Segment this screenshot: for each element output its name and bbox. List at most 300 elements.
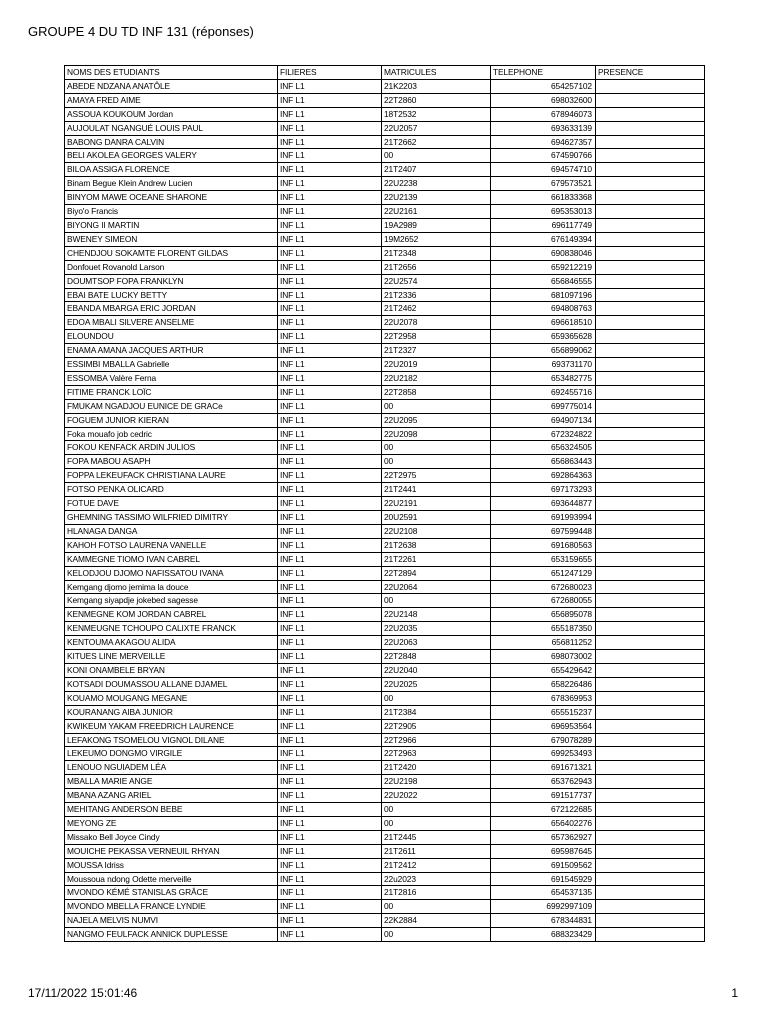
telephone-cell: 694574710 bbox=[491, 163, 596, 177]
matricule-cell: 22U2040 bbox=[382, 663, 491, 677]
student-name-cell: Kemgang djomo jemima la douce bbox=[65, 580, 278, 594]
presence-cell bbox=[596, 705, 705, 719]
presence-cell bbox=[596, 191, 705, 205]
telephone-cell: 693633139 bbox=[491, 121, 596, 135]
student-name-cell: MVONDO MBELLA FRANCE LYNDIE bbox=[65, 900, 278, 914]
matricule-cell: 22U2025 bbox=[382, 677, 491, 691]
table-row bbox=[65, 650, 705, 664]
table-row bbox=[65, 497, 705, 511]
table-row bbox=[65, 177, 705, 191]
filiere-cell: INF L1 bbox=[278, 371, 382, 385]
student-name-cell: KOUAMO MOUGANG MEGANE bbox=[65, 691, 278, 705]
filiere-cell: INF L1 bbox=[278, 177, 382, 191]
filiere-cell: INF L1 bbox=[278, 858, 382, 872]
telephone-cell: 656811252 bbox=[491, 636, 596, 650]
student-name-cell: FOPPA LEKEUFACK CHRISTIANA LAURE bbox=[65, 469, 278, 483]
matricule-cell: 22U2238 bbox=[382, 177, 491, 191]
telephone-cell: 688323429 bbox=[491, 928, 596, 942]
presence-cell bbox=[596, 747, 705, 761]
telephone-cell: 672324822 bbox=[491, 427, 596, 441]
table-row bbox=[65, 622, 705, 636]
table-row bbox=[65, 399, 705, 413]
presence-cell bbox=[596, 455, 705, 469]
student-name-cell: FOKOU KENFACK ARDIN JULIOS bbox=[65, 441, 278, 455]
presence-cell bbox=[596, 427, 705, 441]
filiere-cell: INF L1 bbox=[278, 330, 382, 344]
matricule-cell: 00 bbox=[382, 803, 491, 817]
matricule-cell: 22T2905 bbox=[382, 719, 491, 733]
table-row bbox=[65, 260, 705, 274]
telephone-cell: 654537135 bbox=[491, 886, 596, 900]
filiere-cell: INF L1 bbox=[278, 358, 382, 372]
presence-cell bbox=[596, 872, 705, 886]
telephone-cell: 691517737 bbox=[491, 789, 596, 803]
student-name-cell: MOUICHE PEKASSA VERNEUIL RHYAN bbox=[65, 844, 278, 858]
filiere-cell: INF L1 bbox=[278, 344, 382, 358]
presence-cell bbox=[596, 413, 705, 427]
filiere-cell: INF L1 bbox=[278, 663, 382, 677]
student-name-cell: ELOUNDOU bbox=[65, 330, 278, 344]
filiere-cell: INF L1 bbox=[278, 691, 382, 705]
matricule-cell: 22U2198 bbox=[382, 775, 491, 789]
table-row bbox=[65, 483, 705, 497]
presence-cell bbox=[596, 205, 705, 219]
student-name-cell: KENMEUGNE TCHOUPO CALIXTE FRANCK bbox=[65, 622, 278, 636]
telephone-cell: 696618510 bbox=[491, 316, 596, 330]
presence-cell bbox=[596, 177, 705, 191]
presence-cell bbox=[596, 886, 705, 900]
student-name-cell: BIYONG II MARTIN bbox=[65, 218, 278, 232]
header-noms: NOMS DES ETUDIANTS bbox=[65, 66, 278, 80]
presence-cell bbox=[596, 830, 705, 844]
table-row bbox=[65, 330, 705, 344]
table-row bbox=[65, 761, 705, 775]
presence-cell bbox=[596, 79, 705, 93]
presence-cell bbox=[596, 789, 705, 803]
filiere-cell: INF L1 bbox=[278, 803, 382, 817]
filiere-cell: INF L1 bbox=[278, 511, 382, 525]
filiere-cell: INF L1 bbox=[278, 622, 382, 636]
telephone-cell: 672680023 bbox=[491, 580, 596, 594]
filiere-cell: INF L1 bbox=[278, 928, 382, 942]
footer-datetime: 17/11/2022 15:01:46 bbox=[28, 986, 138, 1000]
student-name-cell: NANGMO FEULFACK ANNICK DUPLESSE bbox=[65, 928, 278, 942]
matricule-cell: 22U2574 bbox=[382, 274, 491, 288]
student-name-cell: FOGUEM JUNIOR KIERAN bbox=[65, 413, 278, 427]
presence-cell bbox=[596, 93, 705, 107]
student-name-cell: MEYONG ZE bbox=[65, 816, 278, 830]
filiere-cell: INF L1 bbox=[278, 413, 382, 427]
presence-cell bbox=[596, 399, 705, 413]
student-name-cell: Kemgang siyapdje jokebed sagesse bbox=[65, 594, 278, 608]
table-row bbox=[65, 316, 705, 330]
telephone-cell: 692864363 bbox=[491, 469, 596, 483]
presence-cell bbox=[596, 566, 705, 580]
table-row bbox=[65, 886, 705, 900]
presence-cell bbox=[596, 858, 705, 872]
student-name-cell: Foka mouafo job cedric bbox=[65, 427, 278, 441]
matricule-cell: 22U2022 bbox=[382, 789, 491, 803]
presence-cell bbox=[596, 816, 705, 830]
filiere-cell: INF L1 bbox=[278, 650, 382, 664]
matricule-cell: 22U2098 bbox=[382, 427, 491, 441]
table-row bbox=[65, 733, 705, 747]
table-header-row bbox=[65, 66, 705, 80]
matricule-cell: 22T2966 bbox=[382, 733, 491, 747]
student-name-cell: MVONDO KÉMÉ STANISLAS GRÂCE bbox=[65, 886, 278, 900]
matricule-cell: 22U2191 bbox=[382, 497, 491, 511]
matricule-cell: 22U2161 bbox=[382, 205, 491, 219]
table-row bbox=[65, 830, 705, 844]
matricule-cell: 21T2261 bbox=[382, 552, 491, 566]
telephone-cell: 656895078 bbox=[491, 608, 596, 622]
filiere-cell: INF L1 bbox=[278, 608, 382, 622]
matricule-cell: 22T2848 bbox=[382, 650, 491, 664]
matricule-cell: 22U2064 bbox=[382, 580, 491, 594]
table-row bbox=[65, 302, 705, 316]
telephone-cell: 691671321 bbox=[491, 761, 596, 775]
table-row bbox=[65, 163, 705, 177]
telephone-cell: 699253493 bbox=[491, 747, 596, 761]
matricule-cell: 21T2412 bbox=[382, 858, 491, 872]
matricule-cell: 22U2019 bbox=[382, 358, 491, 372]
telephone-cell: 681097196 bbox=[491, 288, 596, 302]
table-row bbox=[65, 218, 705, 232]
filiere-cell: INF L1 bbox=[278, 733, 382, 747]
filiere-cell: INF L1 bbox=[278, 747, 382, 761]
filiere-cell: INF L1 bbox=[278, 580, 382, 594]
student-name-cell: AUJOULAT NGANGUÉ LOUIS PAUL bbox=[65, 121, 278, 135]
telephone-cell: 693731170 bbox=[491, 358, 596, 372]
student-name-cell: Donfouet Rovanold Larson bbox=[65, 260, 278, 274]
telephone-cell: 676149394 bbox=[491, 232, 596, 246]
telephone-cell: 656846555 bbox=[491, 274, 596, 288]
presence-cell bbox=[596, 538, 705, 552]
student-name-cell: FITIME FRANCK LOÏC bbox=[65, 385, 278, 399]
table-row bbox=[65, 663, 705, 677]
student-name-cell: KOTSADI DOUMASSOU ALLANE DJAMEL bbox=[65, 677, 278, 691]
presence-cell bbox=[596, 636, 705, 650]
header-filieres: FILIERES bbox=[278, 66, 382, 80]
presence-cell bbox=[596, 135, 705, 149]
student-name-cell: EBAI BATE LUCKY BETTY bbox=[65, 288, 278, 302]
presence-cell bbox=[596, 441, 705, 455]
table-row bbox=[65, 719, 705, 733]
table-row bbox=[65, 608, 705, 622]
telephone-cell: 674590766 bbox=[491, 149, 596, 163]
filiere-cell: INF L1 bbox=[278, 121, 382, 135]
filiere-cell: INF L1 bbox=[278, 260, 382, 274]
filiere-cell: INF L1 bbox=[278, 761, 382, 775]
student-name-cell: ABEDE NDZANA ANATÔLE bbox=[65, 79, 278, 93]
filiere-cell: INF L1 bbox=[278, 149, 382, 163]
telephone-cell: 691545929 bbox=[491, 872, 596, 886]
table-row bbox=[65, 135, 705, 149]
student-name-cell: Binam Begue Klein Andrew Lucien bbox=[65, 177, 278, 191]
telephone-cell: 657362927 bbox=[491, 830, 596, 844]
matricule-cell: 22U2182 bbox=[382, 371, 491, 385]
table-row bbox=[65, 246, 705, 260]
filiere-cell: INF L1 bbox=[278, 914, 382, 928]
table-row bbox=[65, 358, 705, 372]
footer-page-number: 1 bbox=[731, 986, 738, 1000]
telephone-cell: 655429642 bbox=[491, 663, 596, 677]
table-row bbox=[65, 691, 705, 705]
table-row bbox=[65, 677, 705, 691]
telephone-cell: 694907134 bbox=[491, 413, 596, 427]
table-row bbox=[65, 205, 705, 219]
filiere-cell: INF L1 bbox=[278, 455, 382, 469]
filiere-cell: INF L1 bbox=[278, 399, 382, 413]
matricule-cell: 21T2407 bbox=[382, 163, 491, 177]
table-row bbox=[65, 93, 705, 107]
telephone-cell: 692455716 bbox=[491, 385, 596, 399]
telephone-cell: 653482775 bbox=[491, 371, 596, 385]
page-title: GROUPE 4 DU TD INF 131 (réponses) bbox=[28, 24, 254, 39]
presence-cell bbox=[596, 232, 705, 246]
filiere-cell: INF L1 bbox=[278, 79, 382, 93]
telephone-cell: 699775014 bbox=[491, 399, 596, 413]
telephone-cell: 691993994 bbox=[491, 511, 596, 525]
telephone-cell: 672680055 bbox=[491, 594, 596, 608]
student-name-cell: ESSIMBI MBALLA Gabrielle bbox=[65, 358, 278, 372]
telephone-cell: 6992997109 bbox=[491, 900, 596, 914]
table-row bbox=[65, 552, 705, 566]
presence-cell bbox=[596, 719, 705, 733]
student-name-cell: FMUKAM NGADJOU EUNICE DE GRACe bbox=[65, 399, 278, 413]
table-row bbox=[65, 371, 705, 385]
presence-cell bbox=[596, 358, 705, 372]
telephone-cell: 678369953 bbox=[491, 691, 596, 705]
student-name-cell: KAHOH FOTSO LAURENA VANELLE bbox=[65, 538, 278, 552]
table-row bbox=[65, 149, 705, 163]
filiere-cell: INF L1 bbox=[278, 107, 382, 121]
presence-cell bbox=[596, 163, 705, 177]
matricule-cell: 21K2203 bbox=[382, 79, 491, 93]
filiere-cell: INF L1 bbox=[278, 483, 382, 497]
table-row bbox=[65, 872, 705, 886]
student-name-cell: EDOA MBALI SILVERE ANSELME bbox=[65, 316, 278, 330]
matricule-cell: 22u2023 bbox=[382, 872, 491, 886]
matricule-cell: 21T2656 bbox=[382, 260, 491, 274]
table-row bbox=[65, 594, 705, 608]
student-name-cell: CHENDJOU SOKAMTE FLORENT GILDAS bbox=[65, 246, 278, 260]
student-name-cell: BWENEY SIMEON bbox=[65, 232, 278, 246]
table-row bbox=[65, 469, 705, 483]
filiere-cell: INF L1 bbox=[278, 497, 382, 511]
student-name-cell: LENOUO NGUIADEM LÉA bbox=[65, 761, 278, 775]
student-name-cell: FOTUE DAVE bbox=[65, 497, 278, 511]
telephone-cell: 697173293 bbox=[491, 483, 596, 497]
table-row bbox=[65, 914, 705, 928]
presence-cell bbox=[596, 580, 705, 594]
student-name-cell: DOUMTSOP FOPA FRANKLYN bbox=[65, 274, 278, 288]
telephone-cell: 691680563 bbox=[491, 538, 596, 552]
presence-cell bbox=[596, 594, 705, 608]
presence-cell bbox=[596, 371, 705, 385]
table-row bbox=[65, 816, 705, 830]
table-row bbox=[65, 288, 705, 302]
filiere-cell: INF L1 bbox=[278, 441, 382, 455]
table-row bbox=[65, 538, 705, 552]
filiere-cell: INF L1 bbox=[278, 900, 382, 914]
student-name-cell: MBANA AZANG ARIEL bbox=[65, 789, 278, 803]
presence-cell bbox=[596, 330, 705, 344]
student-name-cell: ASSOUA KOUKOUM Jordan bbox=[65, 107, 278, 121]
telephone-cell: 698073002 bbox=[491, 650, 596, 664]
student-name-cell: FOPA MABOU ASAPH bbox=[65, 455, 278, 469]
student-name-cell: Missako Bell Joyce Cindy bbox=[65, 830, 278, 844]
student-name-cell: ENAMA AMANA JACQUES ARTHUR bbox=[65, 344, 278, 358]
table-row bbox=[65, 747, 705, 761]
table-row bbox=[65, 191, 705, 205]
telephone-cell: 656899062 bbox=[491, 344, 596, 358]
table-row bbox=[65, 121, 705, 135]
presence-cell bbox=[596, 302, 705, 316]
presence-cell bbox=[596, 803, 705, 817]
matricule-cell: 22K2884 bbox=[382, 914, 491, 928]
filiere-cell: INF L1 bbox=[278, 302, 382, 316]
matricule-cell: 22T2858 bbox=[382, 385, 491, 399]
filiere-cell: INF L1 bbox=[278, 789, 382, 803]
telephone-cell: 694627357 bbox=[491, 135, 596, 149]
presence-cell bbox=[596, 733, 705, 747]
matricule-cell: 18T2532 bbox=[382, 107, 491, 121]
filiere-cell: INF L1 bbox=[278, 385, 382, 399]
presence-cell bbox=[596, 928, 705, 942]
filiere-cell: INF L1 bbox=[278, 469, 382, 483]
presence-cell bbox=[596, 775, 705, 789]
table-row bbox=[65, 789, 705, 803]
presence-cell bbox=[596, 385, 705, 399]
telephone-cell: 679573521 bbox=[491, 177, 596, 191]
matricule-cell: 22U2148 bbox=[382, 608, 491, 622]
matricule-cell: 21T2420 bbox=[382, 761, 491, 775]
student-name-cell: BILOA ASSIGA FLORENCE bbox=[65, 163, 278, 177]
presence-cell bbox=[596, 274, 705, 288]
filiere-cell: INF L1 bbox=[278, 135, 382, 149]
presence-cell bbox=[596, 552, 705, 566]
filiere-cell: INF L1 bbox=[278, 205, 382, 219]
student-name-cell: LEFAKONG TSOMELOU VIGNOL DILANE bbox=[65, 733, 278, 747]
student-name-cell: FOTSO PENKA OLICARD bbox=[65, 483, 278, 497]
student-name-cell: KONI ONAMBELE BRYAN bbox=[65, 663, 278, 677]
header-matricules: MATRICULES bbox=[382, 66, 491, 80]
matricule-cell: 22U2057 bbox=[382, 121, 491, 135]
presence-cell bbox=[596, 663, 705, 677]
presence-cell bbox=[596, 260, 705, 274]
matricule-cell: 22U2078 bbox=[382, 316, 491, 330]
telephone-cell: 656402276 bbox=[491, 816, 596, 830]
matricule-cell: 22U2095 bbox=[382, 413, 491, 427]
matricule-cell: 00 bbox=[382, 149, 491, 163]
table-row bbox=[65, 900, 705, 914]
matricule-cell: 21T2348 bbox=[382, 246, 491, 260]
presence-cell bbox=[596, 149, 705, 163]
table-row bbox=[65, 455, 705, 469]
student-name-cell: KOURANANG AIBA JUNIOR bbox=[65, 705, 278, 719]
table-row bbox=[65, 413, 705, 427]
table-row bbox=[65, 385, 705, 399]
matricule-cell: 21T2638 bbox=[382, 538, 491, 552]
presence-cell bbox=[596, 218, 705, 232]
telephone-cell: 658226486 bbox=[491, 677, 596, 691]
filiere-cell: INF L1 bbox=[278, 594, 382, 608]
telephone-cell: 656324505 bbox=[491, 441, 596, 455]
presence-cell bbox=[596, 677, 705, 691]
filiere-cell: INF L1 bbox=[278, 538, 382, 552]
telephone-cell: 679078289 bbox=[491, 733, 596, 747]
student-name-cell: KELODJOU DJOMO NAFISSATOU IVANA bbox=[65, 566, 278, 580]
telephone-cell: 690838046 bbox=[491, 246, 596, 260]
telephone-cell: 696117749 bbox=[491, 218, 596, 232]
presence-cell bbox=[596, 844, 705, 858]
table-row bbox=[65, 79, 705, 93]
filiere-cell: INF L1 bbox=[278, 524, 382, 538]
student-name-cell: EBANDA MBARGA ERIC JORDAN bbox=[65, 302, 278, 316]
telephone-cell: 653762943 bbox=[491, 775, 596, 789]
presence-cell bbox=[596, 316, 705, 330]
telephone-cell: 654257102 bbox=[491, 79, 596, 93]
matricule-cell: 21T2327 bbox=[382, 344, 491, 358]
matricule-cell: 21T2384 bbox=[382, 705, 491, 719]
filiere-cell: INF L1 bbox=[278, 552, 382, 566]
student-name-cell: GHEMNING TASSIMO WILFRIED DIMITRY bbox=[65, 511, 278, 525]
matricule-cell: 22T2860 bbox=[382, 93, 491, 107]
telephone-cell: 696953564 bbox=[491, 719, 596, 733]
header-telephone: TELEPHONE bbox=[491, 66, 596, 80]
filiere-cell: INF L1 bbox=[278, 93, 382, 107]
matricule-cell: 21T2441 bbox=[382, 483, 491, 497]
table-row bbox=[65, 580, 705, 594]
table-row bbox=[65, 441, 705, 455]
telephone-cell: 655515237 bbox=[491, 705, 596, 719]
filiere-cell: INF L1 bbox=[278, 636, 382, 650]
table-row bbox=[65, 705, 705, 719]
matricule-cell: 00 bbox=[382, 455, 491, 469]
table-row bbox=[65, 524, 705, 538]
filiere-cell: INF L1 bbox=[278, 316, 382, 330]
matricule-cell: 22U2108 bbox=[382, 524, 491, 538]
matricule-cell: 00 bbox=[382, 816, 491, 830]
telephone-cell: 678344831 bbox=[491, 914, 596, 928]
presence-cell bbox=[596, 900, 705, 914]
filiere-cell: INF L1 bbox=[278, 816, 382, 830]
table-row bbox=[65, 928, 705, 942]
presence-cell bbox=[596, 524, 705, 538]
matricule-cell: 00 bbox=[382, 399, 491, 413]
telephone-cell: 672122685 bbox=[491, 803, 596, 817]
filiere-cell: INF L1 bbox=[278, 566, 382, 580]
student-name-cell: MOUSSA Idriss bbox=[65, 858, 278, 872]
filiere-cell: INF L1 bbox=[278, 677, 382, 691]
matricule-cell: 21T2611 bbox=[382, 844, 491, 858]
telephone-cell: 698032600 bbox=[491, 93, 596, 107]
students-table bbox=[64, 65, 705, 942]
filiere-cell: INF L1 bbox=[278, 775, 382, 789]
filiere-cell: INF L1 bbox=[278, 705, 382, 719]
filiere-cell: INF L1 bbox=[278, 719, 382, 733]
telephone-cell: 695987645 bbox=[491, 844, 596, 858]
student-name-cell: MEHITANG ANDERSON BEBE bbox=[65, 803, 278, 817]
matricule-cell: 21T2462 bbox=[382, 302, 491, 316]
table-row bbox=[65, 107, 705, 121]
filiere-cell: INF L1 bbox=[278, 163, 382, 177]
table-row bbox=[65, 344, 705, 358]
matricule-cell: 22T2958 bbox=[382, 330, 491, 344]
telephone-cell: 697599448 bbox=[491, 524, 596, 538]
matricule-cell: 21T2816 bbox=[382, 886, 491, 900]
